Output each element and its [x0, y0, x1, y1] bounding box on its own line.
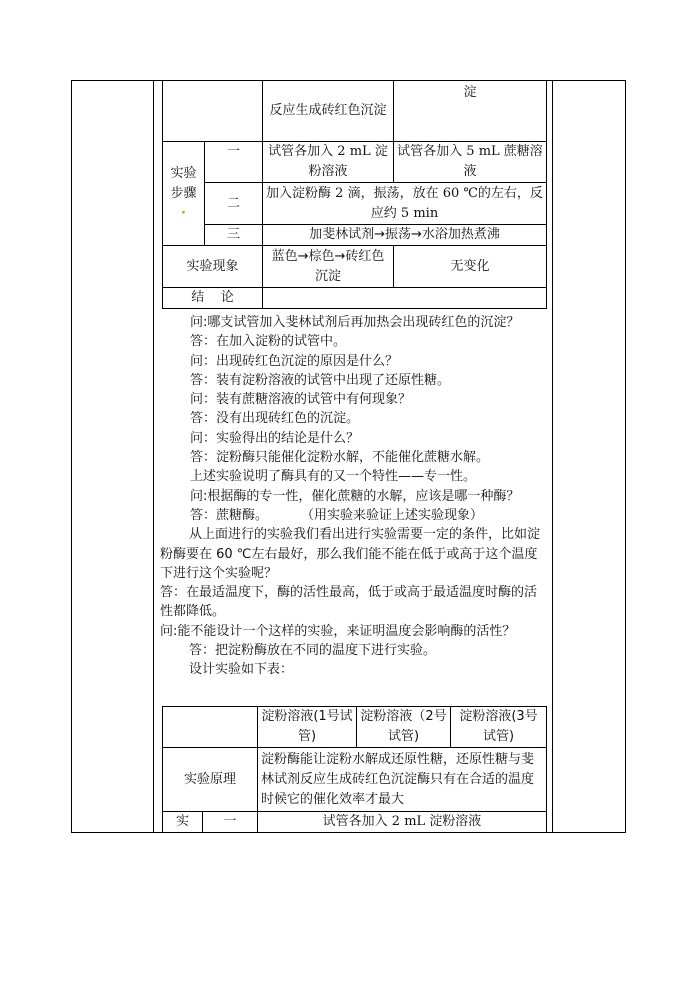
table-row	[163, 246, 547, 288]
paragraph-answer-temperature: 答：在最适温度下，酶的活性最高，低于或高于最适温度时酶的活性都降低。	[160, 585, 538, 620]
phenomenon-tube-b: 无变化	[394, 246, 547, 288]
qa-line: 上述实验说明了酶具有的又一个特性——专一性。	[190, 469, 477, 485]
step2-text: 加入淀粉酶 2 滴，振荡，放在 60 ℃的左右，反应约 5 min	[263, 183, 547, 225]
qa-line: 问：装有蔗糖溶液的试管中有何现象？	[190, 392, 412, 408]
paragraph-answer-design: 答：把淀粉酶放在不同的温度下进行实验。	[189, 643, 437, 659]
conclusion-value	[263, 288, 547, 309]
table-row	[163, 81, 547, 142]
experiment-table-1	[162, 80, 547, 309]
table-row	[163, 748, 547, 812]
step-number: 一	[205, 142, 263, 183]
paragraph-question-design: 问:能不能设计一个这样的实验，来证明温度会影响酶的活性？	[160, 623, 516, 639]
qa-line: 答：没有出现砖红色的沉淀。	[190, 411, 360, 427]
precipitate-cell-continued: 淀	[394, 81, 547, 142]
principle-text: 淀粉酶能让淀粉水解成还原性糖，还原性糖与斐林试剂反应生成砖红色沉淀酶只有在合适的温度时候它的催化效率才最大	[258, 748, 547, 812]
frame-right-line	[625, 80, 626, 833]
step-label: 实	[163, 812, 203, 833]
experiment-table-2	[162, 706, 547, 833]
qa-line: 答：蔗糖酶。 （用实验来验证上述实验现象）	[190, 507, 484, 523]
step-number: 一	[203, 812, 258, 833]
frame-inner-left-line	[153, 80, 154, 833]
bullet-dot: ·	[181, 205, 186, 221]
qa-line: 问:哪支试管加入斐林试剂后再加热会出现砖红色的沉淀？	[190, 315, 520, 330]
step1-text: 试管各加入 2 mL 淀粉溶液	[258, 812, 547, 833]
qa-line: 问:根据酶的专一性，催化蔗糖的水解，应该是哪一种酶？	[190, 488, 520, 504]
principle-label: 实验原理	[163, 748, 258, 812]
qa-line: 答：淀粉酶只能催化淀粉水解，不能催化蔗糖水解。	[190, 450, 490, 466]
paragraph-design-intro: 设计实验如下表：	[189, 662, 294, 678]
conclusion-label: 结 论	[163, 288, 263, 309]
paragraph-conditions: 从上面进行的实验我们看出进行实验需要一定的条件，比如淀粉酶要在 60 ℃左右最好，那么我们能不能在低于或高于这个温度下进行这个实验呢？	[160, 527, 541, 581]
header-tube-2: 淀粉溶液（2号试管)	[357, 707, 451, 748]
step1-tube-a: 试管各加入 2 mL 淀粉溶液	[263, 142, 394, 183]
frame-left-line	[71, 80, 72, 833]
step3-text: 加斐林试剂→振荡→水浴加热煮沸	[263, 225, 547, 246]
phenomenon-tube-a: 蓝色→棕色→砖红色沉淀	[263, 246, 394, 288]
table-row	[163, 183, 547, 225]
precipitate-cell: 反应生成砖红色沉淀	[263, 81, 394, 142]
table-row	[163, 225, 547, 246]
qa-block	[160, 313, 548, 680]
qa-line: 答：在加入淀粉的试管中。	[190, 334, 347, 350]
table-row	[163, 707, 547, 748]
frame-inner-right-line	[552, 80, 553, 833]
header-tube-1: 淀粉溶液(1号试管)	[258, 707, 357, 748]
header-tube-3: 淀粉溶液(3号试管)	[451, 707, 547, 748]
phenomenon-label: 实验现象	[163, 246, 263, 288]
qa-line: 问：实验得出的结论是什么？	[190, 430, 360, 446]
qa-line: 答：装有淀粉溶液的试管中出现了还原性糖。	[190, 372, 451, 388]
step-number: 二	[205, 183, 263, 225]
table-row	[163, 288, 547, 309]
table-row	[163, 142, 547, 183]
step1-tube-b: 试管各加入 5 mL 蔗糖溶液	[394, 142, 547, 183]
steps-label: 实验步骤 ·	[163, 142, 205, 246]
table-row	[163, 812, 547, 833]
step-number: 三	[205, 225, 263, 246]
qa-line: 问：出现砖红色沉淀的原因是什么？	[190, 353, 399, 369]
